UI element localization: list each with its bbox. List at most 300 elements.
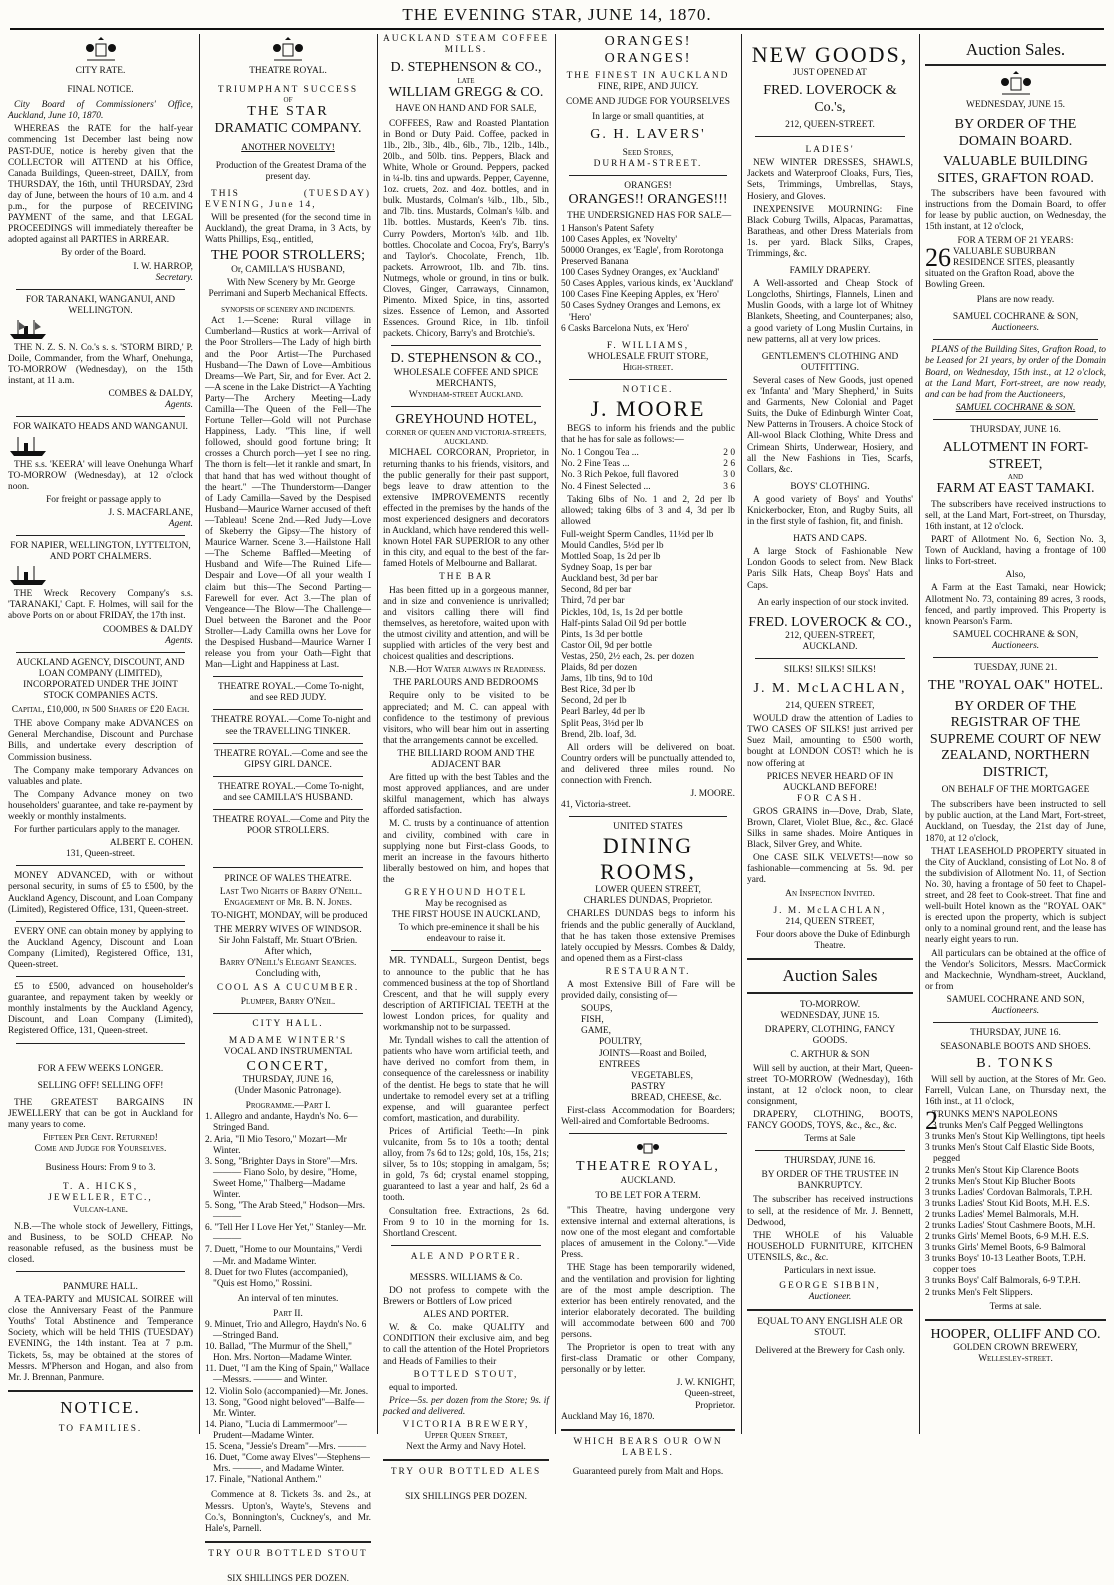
divider xyxy=(755,658,905,659)
dining-united: UNITED STATES xyxy=(613,822,683,833)
c6-registrar: BY ORDER OF THE REGISTRAR OF THE SUPREME COURT OF NEW ZEALAND, NORTHERN DISTRICT, xyxy=(929,698,1102,780)
c6-royal: THE "ROYAL OAK" HOTEL. xyxy=(928,678,1103,694)
tea-item: No. 1 Congou Tea ... xyxy=(561,448,639,459)
coffee-late: LATE xyxy=(457,76,475,85)
c6-sites: VALUABLE BUILDING SITES, GRAFTON ROAD. xyxy=(937,154,1094,186)
theatre2-date: Auckland May 16, 1870. xyxy=(561,1411,655,1422)
greyhound-billiard-head: THE BILLIARD ROOM AND THE ADJACENT BAR xyxy=(397,748,535,770)
new-goods-street: 212, QUEEN-STREET. xyxy=(785,120,875,131)
theatre-will-be: Will be presented (for the second time in Auckland), the great Drama, in 3 Acts, by Watts Phillips, Esq., entitled, xyxy=(205,212,371,246)
ale-ales: ALES AND PORTER. xyxy=(423,1310,509,1321)
divider xyxy=(383,1459,549,1461)
price-item: Mottled Soap, 1s 2d per lb xyxy=(561,552,661,563)
steamship-icon xyxy=(8,434,48,458)
moore-delivery: All orders will be delivered on boat. Country orders will be punctually attended to, and delivered three miles round. No connection with French. xyxy=(561,742,735,786)
dining-footer: First-class Accommodation for Boarders; Well-aired and Comfortable Bedrooms. xyxy=(561,1106,735,1128)
divider xyxy=(16,1271,185,1272)
auction-title: Auctioneer. xyxy=(808,1292,852,1303)
silks-doors: Four doors above the Duke of Edinburgh Theatre. xyxy=(756,929,910,951)
stock-item: Preserved Banana xyxy=(561,257,629,268)
napier-body: THE Wreck Recovery Company's s.s. 'TARANAKI,' Capt. F. Holmes, will sail for the above Ports on or about FRIDAY, the 17th inst. xyxy=(8,589,193,622)
tea-row xyxy=(561,482,735,493)
menu-item: SOUPS, xyxy=(581,1004,613,1015)
auction-date: WEDNESDAY, JUNE 15. xyxy=(780,1011,880,1022)
theatre2-signer: J. W. KNIGHT, xyxy=(676,1378,735,1389)
masthead xyxy=(0,0,1114,30)
moore-intro: BEGS to inform his friends and the public that he has for sale as follows:— xyxy=(561,424,735,446)
silks-cash: FOR CASH. xyxy=(797,793,863,804)
stock-item: 6 Casks Barcelona Nuts, ex 'Hero' xyxy=(561,323,689,334)
divider xyxy=(16,921,185,922)
column-rule xyxy=(741,34,742,1434)
c6-particulars: All particulars can be obtained at the office of the Vendor's Solicitors, Messrs. MacCormick and Mackechnie, Wyndham-street, Auckland, or from xyxy=(925,948,1106,992)
coffee-head: AUCKLAND STEAM COFFEE MILLS. xyxy=(383,34,549,56)
auction-particulars: Particulars in next issue. xyxy=(784,1266,876,1277)
boots-item: 3 trunks Men's Stout Kip Wellingtons, tipt heels xyxy=(925,1132,1105,1143)
c6-lots-row xyxy=(925,242,1106,291)
theatre-production: Production of the Greatest Drama of the present day. xyxy=(215,160,367,182)
theatre-ad: THEATRE ROYAL.—Come To-night, and see RED JUDY. xyxy=(217,682,365,704)
divider xyxy=(16,416,185,417)
money-advanced: MONEY ADVANCED, with or without personal security, in sums of £5 to £500, by the Auckland Agency, Discount, and Loan Company (Limited), Registered Office, 131, Queen-street. xyxy=(8,871,193,915)
city-rate-signer-title: Secretary. xyxy=(155,272,193,283)
coat-of-arms-icon xyxy=(84,36,118,64)
price-item: Pints, 1s 3d per bottle xyxy=(561,629,643,640)
stock-item: 50000 Oranges, ex 'Eagle', from Rorotonga xyxy=(561,246,724,256)
c6-order: BY ORDER OF THE DOMAIN BOARD. xyxy=(954,117,1077,149)
divider xyxy=(205,1541,371,1543)
gentlemen-head: GENTLEMEN'S CLOTHING AND OUTFITTING. xyxy=(761,351,899,373)
napier-agents-label: Agents. xyxy=(165,635,193,646)
divider xyxy=(391,1245,541,1246)
new-goods-head: NEW GOODS, xyxy=(751,42,909,67)
ladies-body: NEW WINTER DRESSES, SHAWLS, Jackets and Waterproof Cloaks, Furs, Ties, Sets, Trimmings, Umbrellas, Stays, Hosiery, and Gloves. xyxy=(747,158,913,202)
oranges-name: G. H. LAVERS' xyxy=(590,127,706,143)
dining-head: DINING ROOMS, xyxy=(600,833,696,885)
boots-item: 3 trunks Men's Stout Calf Elastic Side Boots, pegged xyxy=(925,1143,1095,1165)
boots-item: 3 trunks Girls' Memel Boots, 6-9 Balmoral xyxy=(925,1243,1086,1254)
divider xyxy=(213,809,363,810)
c6-terms: Terms at sale. xyxy=(989,1301,1042,1312)
loverock-city: AUCKLAND. xyxy=(802,642,858,653)
c6-body2: The subscribers have received instructions to sell, at the Land Mart, Fort-street, on Thursday, 16th instant, at 12 o'clock. xyxy=(925,499,1106,532)
family-body: A Well-assorted and Cheap Stock of Longcloths, Shirtings, Flannels, Linen and Muslin Goods, with a large lot of Whitney Blankets, Sheeting, and Counterpanes; also, a good variety of Long Muslin Curtains, in new patterns, all at very low prices. xyxy=(747,279,913,345)
notice-sub: TO FAMILIES. xyxy=(58,1423,143,1434)
program-item: 8. Duet for two Flutes (accompanied), "Quis est Homo," Rossini. xyxy=(205,1267,348,1289)
oranges-fine: FINE, RIPE, AND JUICY. xyxy=(597,82,699,93)
loverock-firm: FRED. LOVEROCK & CO., xyxy=(748,614,912,630)
ladies-body-2: INEXPENSIVE MOURNING: Fine Black Coburg Twills, Alpacas, Paramattas, Baratheas, and other Dress Materials from 1s. per yard. Black Silks, Crapes, Trimmings, &c. xyxy=(747,204,913,260)
program-item: 15. Scena, "Jessie's Dream"—Mrs. ——— xyxy=(205,1442,367,1453)
boots-item: 2 trunks Ladies' Memel Balmorals, M.H. xyxy=(925,1209,1079,1220)
theatre-ad: THEATRE ROYAL.—Come and see the GIPSY GIRL DANCE. xyxy=(214,748,368,770)
taranaki-body: THE N. Z. S. N. Co.'s s. s. 'STORM BIRD,' P. Doile, Commander, from the Wharf, Onehunga, TO-MORROW (Wednesday), on the 15th instant, at 11 a.m. xyxy=(8,342,193,387)
five-pounds: £5 to £500, advanced on householder's guarantee, and repayment taken by weekly or monthly instalments by the Auckland Agency, Discount, and Loan Company (Limited), Registered Office, 131, Queen-street. xyxy=(8,982,193,1037)
hicks-hours: Business Hours: From 9 to 3. xyxy=(45,1163,156,1174)
c6-mortgagee: ON BEHALF OF THE MORTGAGEE xyxy=(941,785,1090,796)
price-item: Best Rice, 3d per lb xyxy=(561,685,636,696)
column-5 xyxy=(743,34,917,1434)
prince-last: Last Two Nights of Barry O'Neill. Engagement of Mr. B. N. Jones. xyxy=(219,887,363,909)
hooper-head: HOOPER, OLLIFF AND CO. xyxy=(930,1326,1101,1342)
ale-price: Price—5s. per dozen from the Store; 9s. if packed and delivered. xyxy=(383,1395,549,1417)
price-item: Second, 8d per bar xyxy=(561,585,632,596)
oranges-head: ORANGES! ORANGES! xyxy=(604,34,692,66)
oranges-come: COME AND JUDGE FOR YOURSELVES xyxy=(566,97,730,108)
c6-firm2: SAMUEL COCHRANE & SON, xyxy=(952,629,1079,640)
hooper-street: Wellesley-street. xyxy=(978,1354,1053,1365)
prince-head: PRINCE OF WALES THEATRE. xyxy=(224,874,352,885)
silks-name-2: J. M. McLACHLAN, xyxy=(773,905,887,916)
greyhound-hotel: GREYHOUND HOTEL xyxy=(404,888,528,898)
greyhound-bar-head: THE BAR xyxy=(439,572,493,583)
greyhound-trusts: M. C. trusts by a continuance of attention and civility, combined with care in supplying none but First-class Goods, to merit an increase in the favours hitherto liberally bestowed on him, and hopes that the xyxy=(383,819,549,885)
city-rate-dateline: City Board of Commissioners' Office, Auckland, June 10, 1870. xyxy=(8,100,193,122)
napier-head: FOR NAPIER, WELLINGTON, LYTTELTON, AND PORT CHALMERS. xyxy=(10,541,191,563)
divider xyxy=(925,1319,1106,1321)
c6-italic: PLANS of the Building Sites, Grafton Road, to be Leased for 21 years, by order of the Domain Board, on Wednesday, 15th inst., at 12 o'clock, at the Land Mart, Fort-street, are now ready, and can be had from the Auctioneers, xyxy=(925,345,1106,400)
divider xyxy=(933,1022,1098,1023)
boots-item: 2 trunks Men's Stout Kip Clarence Boots xyxy=(925,1165,1079,1176)
boots-item: 3 trunks Boys' Calf Balmorals, 6-9 T.P.H. xyxy=(925,1276,1081,1287)
city-hall-patronage: (Under Masonic Patronage). xyxy=(234,1086,342,1097)
tyndall-body: MR. TYNDALL, Surgeon Dentist, begs to announce to the public that he has commenced business at the top of Shortland Crescent, and that he will supply every description of ARTIFICIAL TEETH at the lowest London prices, for quality and workmanship not to be surpassed. xyxy=(383,956,549,1034)
boots-item: TRUNKS MEN'S NAPOLEONS xyxy=(932,1110,1058,1121)
program-item: 12. Violin Solo (accompanied)—Mr. Jones. xyxy=(205,1386,369,1397)
price-item: Sydney Soap, 1s per bar xyxy=(561,563,652,574)
equal-ad-head: EQUAL TO ANY ENGLISH ALE OR STOUT. xyxy=(757,1317,903,1339)
c6-date4: THURSDAY, JUNE 16. xyxy=(970,1028,1061,1039)
stock-item: 1 Hanson's Patent Safety xyxy=(561,223,655,234)
divider xyxy=(16,652,185,653)
c6-farm-desc: A Farm at the East Tamaki, near Howick; Allotment No. 73, containing 89 acres, 3 roods, fenced, and partly improved. This Property is known Pearson's Farm. xyxy=(925,583,1106,627)
divider xyxy=(213,867,363,868)
hicks-selling: SELLING OFF! SELLING OFF! xyxy=(37,1080,164,1091)
boys-body: A good variety of Boys' and Youths' Knickerbocker, Eton, and Rugby Suits, all in the first style of fashion, fit, and finish. xyxy=(747,494,913,528)
agency-head: AUCKLAND AGENCY, DISCOUNT, AND LOAN COMPANY (LIMITED), INCORPORATED UNDER THE JOINT STOCK COMPANIES ACTS. xyxy=(16,657,185,702)
city-hall-part1-head: Programme.—Part I. xyxy=(245,1101,331,1112)
column-3 xyxy=(379,34,553,1503)
theatre-ad: THEATRE ROYAL.—Come To-night, and see CAMILLA'S HUSBAND. xyxy=(217,781,365,803)
silks-inspection: An Inspection Invited. xyxy=(785,888,875,899)
boots-item: 2 trunks Men's Stout Kip Blucher Boots xyxy=(925,1176,1076,1187)
boots-item: 3 trunks Boys' 10-13 Leather Boots, T.P.H. copper toes xyxy=(925,1254,1086,1276)
silks-street: 214, QUEEN STREET, xyxy=(785,701,875,712)
c6-auct2: Auctioneers. xyxy=(991,640,1040,651)
c6-boots-list xyxy=(925,1106,1106,1299)
coat-of-arms-icon xyxy=(271,36,305,64)
theatre-ad: THEATRE ROYAL.—Come and Pity the POOR STROLLERS. xyxy=(212,815,370,837)
family-head: FAMILY DRAPERY. xyxy=(789,266,871,277)
c6-leasehold: THAT LEASEHOLD PROPERTY situated in the City of Auckland, consisting of Lot No. 8 of the subdivision of Allotment No. 11, of Section No. 30, having a frontage of 50 feet to Chapel-street, and 28 feet to Cook-street. That fine and well-built Hotel known as the "ROYAL OAK" is erected upon the property, which is subject only to a nominal ground rent, and the lease has nearly eight years to run. xyxy=(925,846,1106,946)
price-item: Jams, 1lb tins, 9d to 10d xyxy=(561,674,653,685)
dining-body: CHARLES DUNDAS begs to inform his friends and the public generally of Auckland, that he has taken those extensive Premises lately occupied by Messrs. Combes & Daldy, and opened them as a First-class xyxy=(561,909,735,964)
tea-item: No. 4 Finest Selected ... xyxy=(561,481,651,492)
coffee-gregg: WILLIAM GREGG & CO. xyxy=(388,84,544,100)
theatre-tonight: THIS (TUESDAY) EVENING, June 14, xyxy=(205,188,371,210)
coffee2-title: WHOLESALE COFFEE AND SPICE MERCHANTS, xyxy=(393,367,539,390)
divider xyxy=(16,289,185,290)
ale-head: ALE AND PORTER. xyxy=(410,1251,522,1262)
hicks-place: Vulcan-lane. xyxy=(72,1204,128,1215)
notice-head: NOTICE. xyxy=(60,1397,141,1417)
tea-price: 2 0 xyxy=(723,448,735,459)
column-6 xyxy=(921,34,1110,1434)
coffee-have: HAVE ON HAND AND FOR SALE, xyxy=(395,104,537,115)
waikato-head: FOR WAIKATO HEADS AND WANGANUI. xyxy=(13,422,188,433)
hooper-sub: GOLDEN CROWN BREWERY, xyxy=(953,1343,1078,1354)
theatre-novelty: ANOTHER NOVELTY! xyxy=(241,143,335,154)
c6-firm: SAMUEL COCHRANE & SON, xyxy=(952,312,1079,323)
steamship-icon xyxy=(8,563,48,587)
ale-firm: MESSRS. WILLIAMS & Co. xyxy=(409,1272,523,1283)
hicks-name: T. A. HICKS, xyxy=(62,1182,139,1193)
stock-item: 100 Cases Sydney Oranges, ex 'Auckland' xyxy=(561,268,720,279)
agency-body-1: THE above Company make ADVANCES on General Merchandise, Discount and Purchase Bills, and undertake every description of Commission business. xyxy=(8,719,193,763)
hicks-fifteen: Fifteen Per Cent. Returned! xyxy=(43,1133,158,1144)
auction-drapery: DRAPERY, CLOTHING, FANCY GOODS. xyxy=(764,1025,896,1047)
silks-name: J. M. McLACHLAN, xyxy=(753,680,907,696)
theatre-company: DRAMATIC COMPANY. xyxy=(214,120,362,136)
c6-boots: SEASONABLE BOOTS AND SHOES. xyxy=(940,1042,1091,1053)
c6-tonks-body: Will sell by auction, at the Stores of Mr. Geo. Farrell, Vulcan Lane, on Thursday next, the 16th inst., at 11 o'clock, xyxy=(925,1074,1106,1107)
program-item: 2. Aria, "Il Mio Tesoro," Mozart—Mr Winter. xyxy=(205,1134,347,1156)
greyhound-parlours-head: THE PARLOURS AND BEDROOMS xyxy=(393,678,539,689)
agency-body-3: The Company Advance money on two householders' guarantee, and take re-payment by weekly or monthly instalments. xyxy=(8,789,193,822)
divider xyxy=(213,676,363,677)
waikato-agent: J. S. MACFARLANE, xyxy=(108,507,193,518)
agency-signer: ALBERT E. COHEN. xyxy=(109,838,193,849)
stock-item: 50 Cases Sydney Oranges and Lemons, ex 'Hero' xyxy=(561,301,721,323)
tyndall-prices: Prices of Artificial Teeth:—In pink vulcanite, from 5s to 10s a tooth; dental alloy, from 7s 6d to 12s; gold, 10s, 15s, 21s; silver, 5s to 10s; stopping in amalgam, 5s; in gold, 7s 6d; crystal enamel stopping, guaranteed to last a year and half, 2s 6d a tooth. xyxy=(383,1126,549,1204)
theatre2-quote: "This Theatre, having undergone very extensive internal and external alterations, is now one of the most elegant and comfortable places of amusement in the Colony."—Vide Press. xyxy=(561,1205,735,1261)
divider xyxy=(16,1043,185,1044)
theatre-scenery: With New Scenery by Mr. George Perrimani and Superb Mechanical Effects. xyxy=(208,277,368,299)
stock-item: 50 Cases Apples, various kinds, ex 'Auckland' xyxy=(561,279,734,290)
menu-item: ENTREES xyxy=(599,1059,641,1070)
masthead-title: THE EVENING STAR, JUNE 14, 1870. xyxy=(402,5,712,24)
dining-menu xyxy=(561,1004,735,1104)
hicks-head: FOR A FEW WEEKS LONGER. xyxy=(37,1063,164,1074)
greyhound-first: THE FIRST HOUSE IN AUCKLAND, xyxy=(391,910,541,921)
divider xyxy=(213,743,363,744)
c6-firm3: SAMUEL COCHRANE AND SON, xyxy=(946,994,1085,1005)
taranaki-agents: COMBES & DALDY, xyxy=(108,389,193,400)
c6-part: PART of Allotment No. 6, Section No. 3, Town of Auckland, having a frontage of 100 links to Fort-street. xyxy=(925,535,1106,568)
panmure-head: PANMURE HALL. xyxy=(63,1281,138,1292)
boots-item: 2 trunks Men's Felt Slippers. xyxy=(925,1287,1033,1298)
oranges2-head: ORANGES! xyxy=(624,181,672,192)
divider xyxy=(391,345,541,346)
menu-item: VEGETABLES, xyxy=(631,1070,694,1081)
moore-address: 41, Victoria-street. xyxy=(561,800,631,811)
tea-price: 3 0 xyxy=(723,470,735,481)
agency-address: 131, Queen-street. xyxy=(66,849,135,860)
city-rate-head: CITY RATE. xyxy=(75,66,126,76)
divider xyxy=(569,175,727,176)
final-notice: FINAL NOTICE. xyxy=(67,85,134,96)
divider xyxy=(755,1150,905,1151)
theatre-the-star: THE STAR xyxy=(247,104,329,120)
program-item: 5. Song, "The Arab Steed," Hodson—Mrs. ——— xyxy=(205,1201,365,1223)
moore-notice: NOTICE. xyxy=(622,385,674,396)
coat-of-arms-icon xyxy=(999,70,1033,98)
hicks-trade: JEWELLER, ETC., xyxy=(48,1193,153,1204)
hicks-nb: N.B.—The whole stock of Jewellery, Fittings, and Business, to be SOLD CHEAP. No reasonable refused, as the business must be closed. xyxy=(8,1221,193,1265)
ale-body: DO not profess to compete with the Brewers or Bottlers of Low priced xyxy=(383,1286,549,1308)
dining-street: LOWER QUEEN STREET, xyxy=(595,885,701,896)
loverock-street: 212, QUEEN-STREET, xyxy=(785,631,875,642)
crest-icon xyxy=(636,1139,660,1157)
divider xyxy=(925,64,1106,66)
c6-also: Also, xyxy=(1005,570,1026,581)
oranges-street: DURHAM-STREET. xyxy=(593,159,703,170)
panmure-body: A TEA-PARTY and MUSICAL SOIREE will close the Anniversary Feast of the Panmure Youths' Total Abstinence and Temperance Society, which will be held THIS (TUESDAY) EVENING, the 14th instant. Tea at 7 p.m. Tickets, 5s, may be obtained at the stores of Messrs. M'Pherson and Hogan, and also from Mr. J. Brennan, Panmure. xyxy=(8,1295,193,1383)
coffee-body: COFFEES, Raw and Roasted Plantation in Bond or Duty Paid. Coffee, packed in 1lb., 2lb., 3lb., 4lb., 6lb., 7lb., 12lb., 14lb., 20lb., and 50lb. tins. Peppers, Black and White, Whole or Ground. Peppers, packed in ¼-lb. tins and upwards. Pepper, Cayenne, 1oz. cruets, 2oz. and 4oz. bottles, and in bulk. Mustards, Colman's ¼lb., 1lb., 5lb., and 7lb. tins. Mustards, Colman's ¼lb. and 1lb. bottles. Mustards, Keen's 7lb. tins. Curry Powders, Morton's ¼lb. and 1lb. bottles. Chocolate and Cocoa, Fry's, Barry's and Taylor's. Chocolate, French, 1lb. packets. Arrowroot, 1lb. and 7lb. tins. Nutmegs, whole or ground, in tins or bulk. Cloves, Ginger, Carraways, Cinnamon, Pimento. Mixed Spice, in tins, assorted sizes. Essence of Lemon, and Assorted Essences. Ground Rice, in 1lb. tinfoil packets. Chicory, Barry's and Brotchie's. xyxy=(383,118,549,340)
column-4 xyxy=(557,34,739,1477)
moore-discount: Taking 6lbs of No. 1 and 2, 2d per lb allowed; taking 6lbs of 3 and 4, 3d per lb allowed xyxy=(561,494,735,527)
program-item: 13. Song, "Good night beloved"—Balfe—Mr. Winter. xyxy=(205,1397,365,1419)
greyhound-body: MICHAEL CORCORAN, Proprietor, in returning thanks to his friends, visitors, and the public generally for their past support, begs leave to draw attention to the extensive IMPROVEMENTS recently effected in the premises by the hands of the most experienced designers and decorators in Auckland, which have rendered this well-known Hotel FAR SUPERIOR to any other in this city, and equal to the best of the far-famed Hotels of Melbourne and Ballarat. xyxy=(383,448,549,570)
napier-agents: COOMBES & DALDY xyxy=(102,624,193,635)
agency-capital: Capital, £10,000, in 500 Shares of £20 Each. xyxy=(11,705,190,716)
prince-after: After which, xyxy=(264,946,312,957)
early-inspection: An early inspection of our stock invited. xyxy=(757,597,909,608)
waikato-body: THE s.s. 'KEERA' will leave Onehunga Wharf TO-MORROW (Wednesday), at 12 o'clock noon. xyxy=(8,459,193,492)
menu-item: PASTRY xyxy=(631,1081,666,1092)
moore-signer: J. MOORE. xyxy=(690,789,735,800)
auction-goods: DRAPERY, CLOTHING, BOOTS, FANCY GOODS, TOYS, &c., &c., &c. xyxy=(747,1109,913,1131)
coffee2-address: Wyndham-street Auckland. xyxy=(408,390,524,401)
divider xyxy=(933,657,1098,658)
tea-price: 3 6 xyxy=(723,481,735,492)
divider xyxy=(8,1390,193,1392)
waikato-freight: For freight or passage apply to xyxy=(46,494,161,505)
oranges-seed: Seed Stores, xyxy=(622,147,674,158)
tyndall-consult: Consultation free. Extractions, 2s 6d. From 9 to 10 in the morning for 1s. Shortland Crescent. xyxy=(383,1206,549,1239)
theatre-of: OF xyxy=(283,96,293,105)
program-item: 10. Ballad, "The Murmur of the Shell," Hon. Mrs. Norton—Madame Winter. xyxy=(205,1342,353,1364)
column-1 xyxy=(4,34,197,1434)
oranges2-street: High-street. xyxy=(622,362,674,373)
ales-ad-head: TRY OUR BOTTLED ALES xyxy=(390,1467,542,1478)
tea-item: No. 3 Rich Pekoe, full flavored xyxy=(561,470,679,481)
divider xyxy=(569,379,727,380)
theatre2-body: THE Stage has been temporarily widened, and the ventilation and provision for lighting are of the most ample description. The exterior has been entirely renovated, and the interior elaborately decorated. The building will accommodate between 600 and 700 persons. xyxy=(561,1263,735,1340)
dining-bill: A most Extensive Bill of Fare will be provided daily, consisting of— xyxy=(561,980,735,1002)
price-item: Third, 7d per bar xyxy=(561,596,625,607)
auction-instructions: The subscriber has received instructions to sell, at the residence of Mr. J. Bennett, Dedwood, xyxy=(747,1195,913,1228)
tea-row xyxy=(561,470,735,481)
menu-item: JOINTS—Roast and Boiled, xyxy=(599,1048,707,1059)
agency-body-2: The Company make temporary Advances on valuables and plate. xyxy=(8,765,193,787)
city-hall-concert: CONCERT, xyxy=(246,1058,330,1074)
divider xyxy=(569,816,727,817)
program-item: 14. Piano, "Lucia di Lammermoor"—Prudent—Madame Winter. xyxy=(205,1419,347,1441)
greyhound-corner: CORNER OF QUEEN AND VICTORIA-STREETS, AUCKLAND. xyxy=(385,427,547,446)
c6-auctioneers: Auctioneers. xyxy=(991,323,1040,334)
oranges2-intro: THE UNDERSIGNED HAS FOR SALE— xyxy=(567,210,732,221)
c6-body: The subscribers have been favoured with instructions from the Domain Board, to offer for lease by public auction, on Wednesday, the 15th instant, at 12 o'clock, xyxy=(925,189,1106,233)
theatre2-head: THEATRE ROYAL, xyxy=(576,1159,720,1175)
boots-item: 2 trunks Ladies' Stout Cashmere Boots, M.H. xyxy=(925,1220,1096,1231)
prince-tonight: TO-NIGHT, MONDAY, will be produced xyxy=(211,911,368,922)
c6-num: 26 xyxy=(925,242,951,272)
divider xyxy=(16,976,185,977)
ale-stout: BOTTLED STOUT, xyxy=(413,1369,519,1380)
oranges-finest: THE FINEST IN AUCKLAND xyxy=(566,71,730,82)
price-item: Split Peas, 3½d per lb xyxy=(561,718,644,729)
auction-trustee: BY ORDER OF THE TRUSTEE IN BANKRUPTCY. xyxy=(761,1170,899,1192)
ale-street: Upper Queen Street, xyxy=(424,1431,508,1442)
divider xyxy=(933,339,1098,340)
auction-whole: THE WHOLE of his Valuable HOUSEHOLD FURNITURE, KITCHEN UTENSILS, &c., &c. xyxy=(747,1230,913,1263)
new-goods-firm: FRED. LOVEROCK & Co.'s, xyxy=(763,83,897,115)
greyhound-nb: N.B.—Hot Water always in Readiness. xyxy=(389,665,546,676)
labels-ad-sub: Guaranteed purely from Malt and Hops. xyxy=(572,1466,724,1477)
price-item: Pickles, 10d, 1s, 1s 2d per bottle xyxy=(561,607,683,618)
price-item: Half-pints Salad Oil 9d per bottle xyxy=(561,618,687,629)
c6-date3: TUESDAY, JUNE 21. xyxy=(973,663,1058,673)
dining-prop: CHARLES DUNDAS, Proprietor. xyxy=(583,896,713,907)
boots-item: 3 trunks Men's Calf Pegged Wellingtons xyxy=(932,1121,1084,1132)
c6-auct3: Auctioneers. xyxy=(991,1005,1040,1016)
divider xyxy=(933,419,1098,420)
ale-brewery: VICTORIA BREWERY, xyxy=(402,1420,530,1431)
prince-seances: Barry O'Neill's Elegant Seances. xyxy=(219,957,357,968)
boys-head: BOYS' CLOTHING. xyxy=(790,481,870,492)
program-item: 17. Finale, "National Anthem." xyxy=(205,1475,322,1486)
city-hall-date: THURSDAY, JUNE 16, xyxy=(242,1075,334,1086)
hats-body: A large Stock of Fashionable New London Goods to select from. New Black Paris Silk Hats, Cheap Boys' Hats and Caps. xyxy=(747,547,913,591)
agency-body-4: For further particulars apply to the manager. xyxy=(14,825,180,836)
column-rule xyxy=(919,34,920,1434)
auction-date-2: THURSDAY, JUNE 16. xyxy=(784,1156,876,1167)
c6-allot: ALLOTMENT IN FORT-STREET, xyxy=(942,439,1089,472)
c6-date1: WEDNESDAY, JUNE 15. xyxy=(966,100,1065,111)
greyhound-which: To which pre-eminence it shall be his endeavour to raise it. xyxy=(398,923,540,945)
price-item: Auckland best, 3d per bar xyxy=(561,574,658,585)
auction-head: Auction Sales xyxy=(782,966,878,986)
program-item: 6. "Tell Her I Love Her Yet," Stanley—Mr. ——— xyxy=(205,1223,367,1245)
labels-ad-head: WHICH BEARS OUR OWN LABELS. xyxy=(573,1436,723,1458)
menu-item: GAME, xyxy=(581,1026,611,1037)
coffee-firm: D. STEPHENSON & CO., xyxy=(390,60,542,76)
menu-item: FISH, xyxy=(581,1015,604,1026)
column-2 xyxy=(201,34,375,1584)
taranaki-agents-label: Agents. xyxy=(165,400,193,411)
hicks-body: THE GREATEST BARGAINS IN JEWELLERY that can be got in Auckland for many years to come. xyxy=(8,1097,193,1130)
boots-item: 2 trunks Girls' Memel Boots, 6-9 M.H. E.S. xyxy=(925,1232,1089,1243)
ale-equal: equal to imported. xyxy=(389,1382,458,1393)
price-item: Vestas, 250, 2½ each, 2s. per dozen xyxy=(561,651,695,662)
new-goods-opened: JUST OPENED AT xyxy=(793,67,867,78)
city-rate-body: WHEREAS the RATE for the half-year commencing 1st December last being now PAST-DUE, notice is hereby given that the COLLECTOR will ATTEND at his Office, Canada Buildings, Queen-street, DAILY, from THURSDAY, the 16th, until THURSDAY, 23rd day of June, between the hours of 10 a.m. and 4 p.m., for the purpose of RECEIVING PAYMENT of the same, and that LEGAL PROCEEDINGS will immediately thereafter be adopted against all PARTIES in ARREAR. xyxy=(8,124,193,246)
city-rate-by: By order of the Board. xyxy=(61,248,146,259)
auction-terms: Terms at Sale xyxy=(804,1134,856,1145)
divider xyxy=(747,992,913,994)
theatre-synopsis: Act 1.—Scene: Rural village in Cumberland—Rustics at work—Arrival of the Poor Strollers—The Lady of high birth and the Poor Artist—The Purchased Husband—The Dawn of Love—Ambitious Dreams—We Part, Sir, and for Ever. Act 2.—A scene in the Lake District—A Yachting Party—The Archery Meeting—Lady Camilla—The Queen of the Fell—The Fortune Teller—Gold will not Purchase Happiness, Lady. "This line, if well followed, should good fortune bring; It crosses a Church porch—yet I see no ring. The thorn is felt—let it rankle and smart, In that hand that has wed without thought of the heart." —The Thunderstorm—Danger of Lady Camilla—Saved by the Despised Husband—Maurice Warner accused of theft—Tableau! Scene 2nd.—Red Judy—Love of Skeberry the Gipsy—The history of Maurice Warner. Scene 3.—Hailstone Hall—The Scheme Baffled—Meeting of Husband and Wife—The Ruined Life—Despair and Love—Of all your wealth I claim but this—The Second Parting—Farewell for ever. Act 3.—The plan of Vengeance—The Blow—The Challenge—Duel between the Baronet and the Poor Stroller—Lady Camilla owns her Love for the Despised Husband—Maurice Warner I release you from your Oath—Fight that Man—Light and Happiness at Last. xyxy=(205,316,371,671)
c6-num2: 2 xyxy=(925,1106,938,1136)
menu-item: POULTRY, xyxy=(599,1037,642,1048)
theatre-success: TRIUMPHANT SUCCESS xyxy=(217,85,359,96)
city-hall-part2-head: Part II. xyxy=(273,1308,303,1319)
auction-tomorrow: TO-MORROW. xyxy=(799,1000,861,1011)
theatre2-title: Proprietor. xyxy=(695,1400,735,1411)
auction-firm: C. ARTHUR & SON xyxy=(790,1050,870,1061)
prince-concluding: Concluding with, xyxy=(255,968,321,979)
divider xyxy=(747,1309,913,1311)
